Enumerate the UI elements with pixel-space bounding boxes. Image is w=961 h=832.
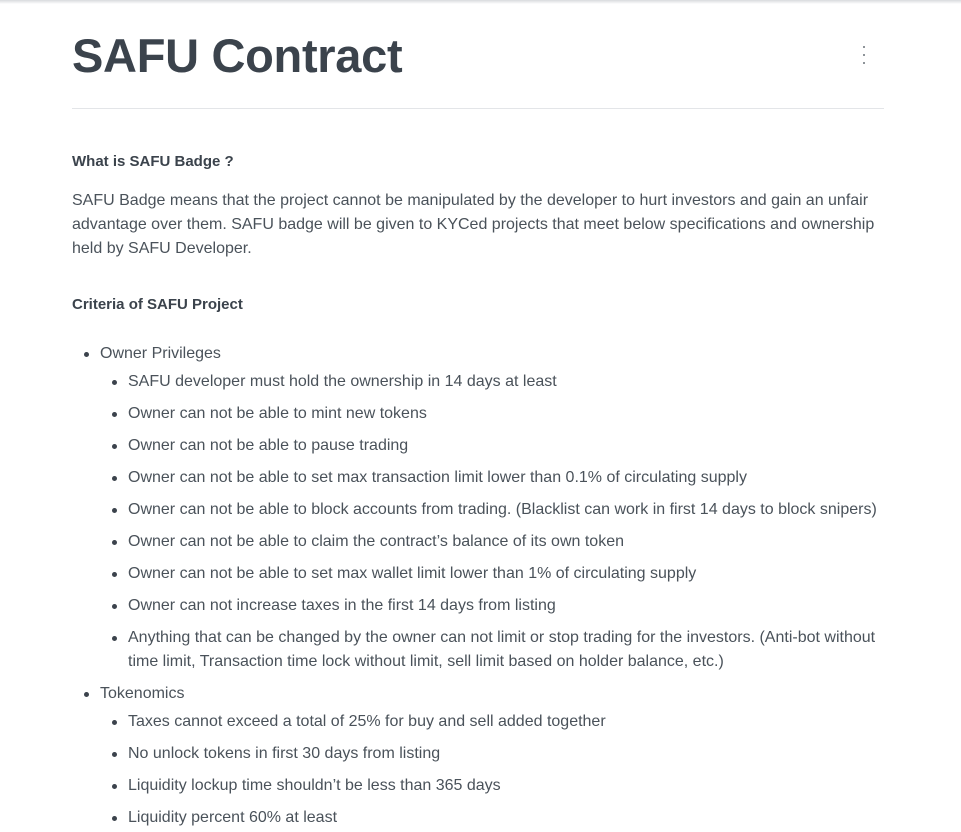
list-item-text: Owner can not be able to mint new tokens: [128, 405, 427, 422]
list-item: [100, 742, 884, 766]
bullet-icon: [112, 816, 117, 821]
bullet-icon: [112, 412, 117, 417]
list-item-text: Owner can not increase taxes in the first 14 days from listing: [128, 597, 556, 614]
list-item: [100, 434, 884, 458]
list-item: [100, 530, 884, 554]
kebab-menu-icon[interactable]: [860, 46, 868, 64]
bullet-icon: [84, 352, 89, 357]
page-title: SAFU Contract: [72, 29, 403, 82]
list-item: [100, 594, 884, 618]
kebab-dot: [863, 62, 865, 64]
page-content: [72, 0, 884, 832]
kebab-dot: [863, 46, 865, 48]
list-item-text: No unlock tokens in first 30 days from listing: [128, 745, 441, 762]
list-item: [100, 626, 884, 674]
bullet-icon: [112, 604, 117, 609]
list-item-owner-privileges: [72, 342, 884, 674]
list-item-text: Liquidity lockup time shouldn’t be less than 365 days: [128, 777, 501, 794]
list-item: [100, 562, 884, 586]
bullet-icon: [112, 476, 117, 481]
bullet-icon: [112, 720, 117, 725]
list-item: [100, 806, 884, 830]
list-item-text: SAFU developer must hold the ownership in 14 days at least: [128, 373, 557, 390]
bullet-icon: [112, 752, 117, 757]
bullet-icon: [112, 508, 117, 513]
bullet-icon: [112, 380, 117, 385]
list-item: [100, 710, 884, 734]
page-header: [72, 0, 884, 109]
safu-badge-description: SAFU Badge means that the project cannot be manipulated by the developer to hurt investors and gain an unfair advantage over them. SAFU badge will be given to KYCed projects that meet below specifications and ownership held by SAFU Developer.: [72, 192, 875, 257]
bullet-icon: [84, 692, 89, 697]
bullet-icon: [112, 572, 117, 577]
list-item: [100, 370, 884, 394]
list-item: [100, 402, 884, 426]
list-item-text: Taxes cannot exceed a total of 25% for buy and sell added together: [128, 713, 606, 730]
bullet-icon: [112, 784, 117, 789]
list-item-text: Owner can not be able to claim the contract’s balance of its own token: [128, 533, 624, 550]
bullet-icon: [112, 444, 117, 449]
bullet-icon: [112, 636, 117, 641]
list-item-text: Liquidity percent 60% at least: [128, 809, 338, 826]
group-label: Tokenomics: [100, 685, 185, 702]
list-item: [100, 774, 884, 798]
list-item: [100, 498, 884, 522]
list-item-text: Owner can not be able to set max wallet limit lower than 1% of circulating supply: [128, 565, 697, 582]
section-heading-what-is-safu-badge: What is SAFU Badge ?: [72, 153, 234, 170]
criteria-list: [72, 342, 884, 830]
group-label: Owner Privileges: [100, 345, 221, 362]
list-item-text: Owner can not be able to pause trading: [128, 437, 409, 454]
list-item-text: Owner can not be able to set max transaction limit lower than 0.1% of circulating supply: [128, 469, 747, 486]
list-item-text: Anything that can be changed by the owner can not limit or stop trading for the investors. (Anti-bot without time limit, Transaction time lock without limit, sell limit based on holder balance, etc.): [128, 629, 876, 670]
bullet-icon: [112, 540, 117, 545]
section-heading-criteria: Criteria of SAFU Project: [72, 296, 243, 313]
tokenomics-list: [100, 710, 884, 830]
list-item: [100, 466, 884, 490]
list-item-tokenomics: [72, 682, 884, 830]
list-item-text: Owner can not be able to block accounts from trading. (Blacklist can work in first 14 days to block snipers): [128, 501, 877, 518]
owner-privileges-list: [100, 370, 884, 674]
kebab-dot: [863, 54, 865, 56]
